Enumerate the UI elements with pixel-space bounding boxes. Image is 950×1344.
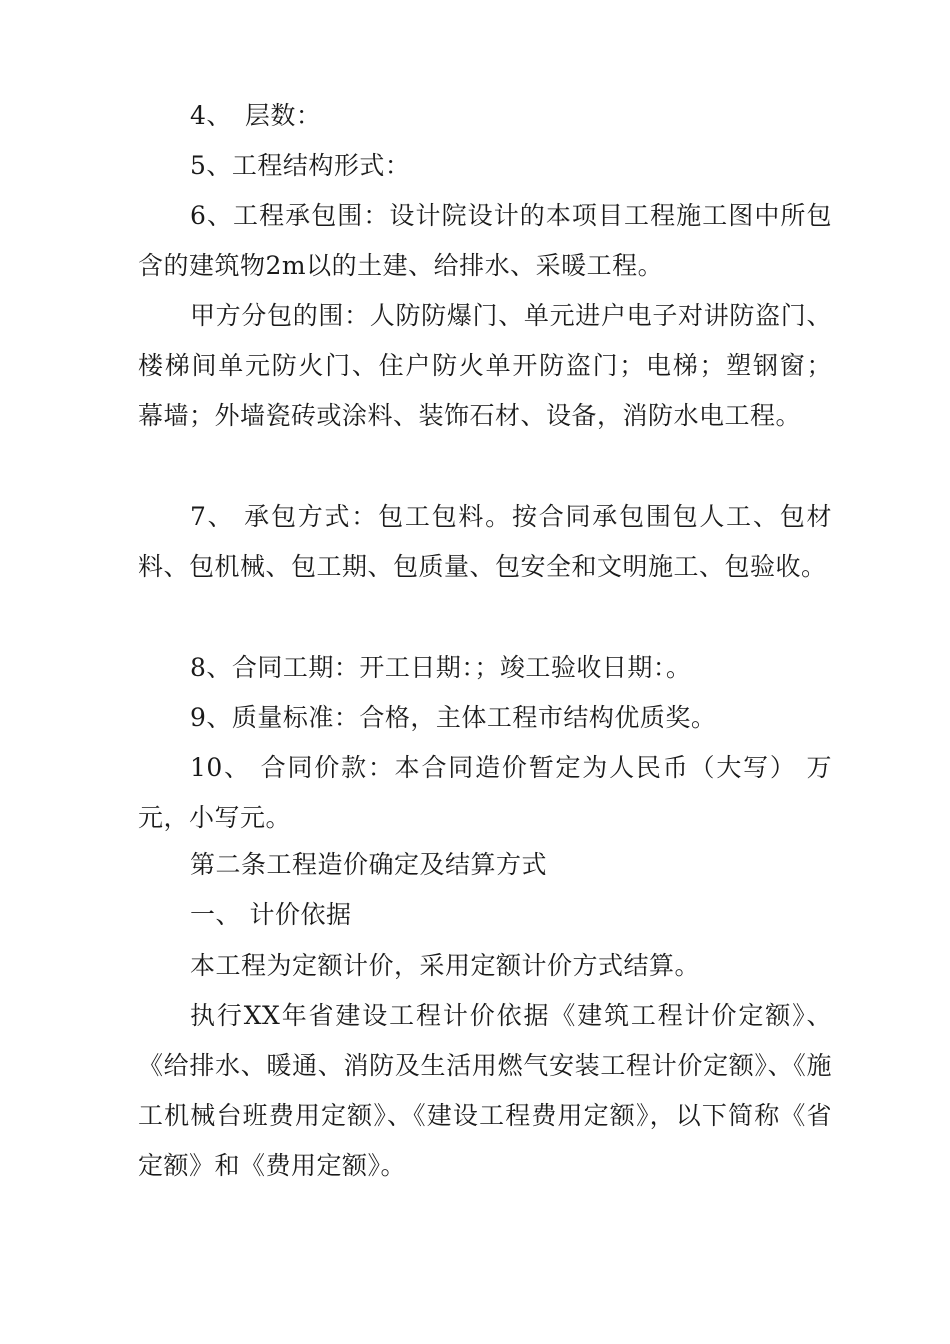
item-5-structure: 5、工程结构形式： — [190, 151, 411, 180]
item-10-contract-price: 10、 合同价款：本合同造价暂定为人民币（大写） 万元，小写元。 — [138, 753, 832, 832]
section-1-heading: 一、 计价依据 — [190, 900, 352, 929]
article-2-heading: 第二条工程造价确定及结算方式 — [190, 850, 548, 879]
item-6-contract-scope: 6、工程承包围：设计院设计的本项目工程施工图中所包含的建筑物2m以的土建、给排水、采暖工程。 — [138, 201, 832, 280]
pricing-method-paragraph: 本工程为定额计价，采用定额计价方式结算。 — [190, 951, 701, 980]
party-a-subcontract-scope: 甲方分包的围：人防防爆门、单元进户电子对讲防盗门、 楼梯间单元防火门、住户防火单开防盗门；电梯；塑钢窗； 幕墙；外墙瓷砖或涂料、装饰石材、设备，消防水电工程。 — [138, 301, 832, 430]
item-7-contract-method: 7、 承包方式：包工包料。按合同承包围包人工、包材料、包机械、包工期、包质量、包安全和文明施工、包验收。 — [138, 502, 832, 581]
item-9-quality-standard: 9、质量标准：合格，主体工程市结构优质奖。 — [190, 703, 717, 732]
item-8-contract-period: 8、合同工期：开工日期：；竣工验收日期：。 — [190, 653, 692, 682]
pricing-basis-paragraph: 执行XX年省建设工程计价依据《建筑工程计价定额》、《给排水、暖通、消防及生活用燃气安装工程计价定额》、《施 工机械台班费用定额》、《建设工程费用定额》，以下简称《省 定额》和《费用定额》。 — [138, 1001, 832, 1180]
item-4-floors: 4、 层数： — [190, 101, 322, 130]
